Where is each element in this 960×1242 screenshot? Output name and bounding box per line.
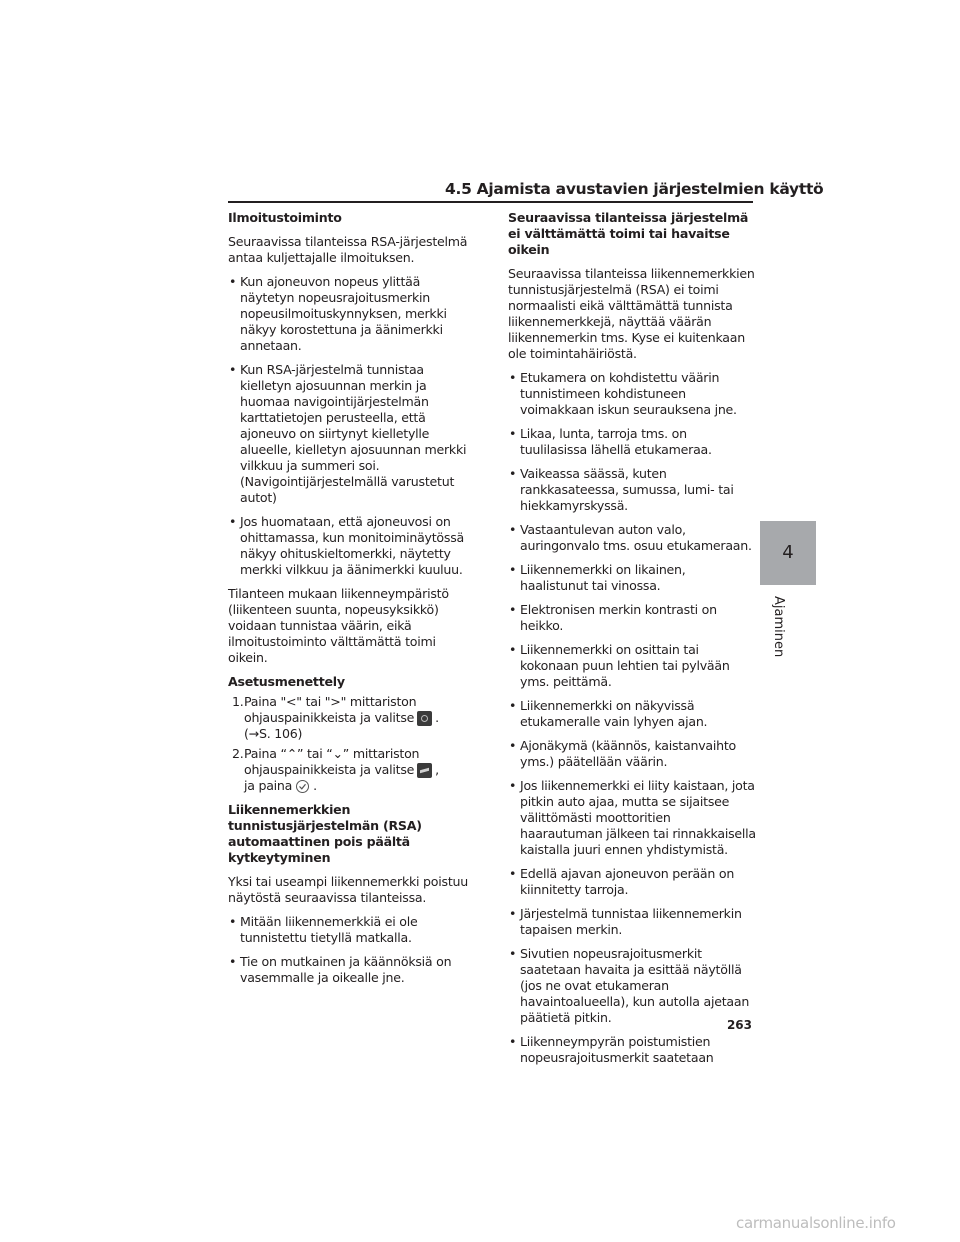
step-1 xyxy=(228,694,478,742)
list-item: • Vastaantulevan auton valo, auringonvalo tms. osuu etukameraan. xyxy=(508,522,756,554)
list-item: • Liikenneympyrän poistumistien nopeusrajoitusmerkit saatetaan xyxy=(508,1034,756,1066)
settings-gear-icon xyxy=(417,711,432,726)
bullet-list xyxy=(508,370,756,1066)
list-item: • Liikennemerkki on näkyvissä etukameralle vain lyhyen ajan. xyxy=(508,698,756,730)
step-text: , xyxy=(435,762,439,777)
list-item: • Jos liikennemerkki ei liity kaistaan, jota pitkin auto ajaa, mutta se sijaitsee välittömästi moottoritien haarautuman jälkeen tai rinnakkaisella kaistalla juuri ennen yhdistymistä. xyxy=(508,778,756,858)
chapter-number: 4 xyxy=(782,542,794,563)
list-item: • Etukamera on kohdistettu väärin tunnistimeen kohdistuneen voimakkaan iskun seurauksena jne. xyxy=(508,370,756,418)
page-reference: (→S. 106) xyxy=(244,726,303,741)
list-item: • Vaikeassa säässä, kuten rankkasateessa, sumussa, lumi- tai hiekkamyrskyssä. xyxy=(508,466,756,514)
list-item: • Jos huomataan, että ajoneuvosi on ohittamassa, kun monitoiminäytössä näkyy ohituskieltomerkki, näytetty merkki vilkkuu ja äänimerkki kuuluu. xyxy=(228,514,478,578)
step-text: Paina "<" tai ">" mittariston ohjauspainikkeista ja valitse xyxy=(244,694,417,725)
list-item: • Mitään liikennemerkkiä ei ole tunnistettu tietyllä matkalla. xyxy=(228,914,478,946)
list-item: • Liikennemerkki on likainen, haalistunut tai vinossa. xyxy=(508,562,756,594)
bullet-list xyxy=(228,274,478,578)
list-item: • Järjestelmä tunnistaa liikennemerkin tapaisen merkin. xyxy=(508,906,756,938)
heading-setting-procedure: Asetusmenettely xyxy=(228,674,345,689)
list-item: • Kun ajoneuvon nopeus ylittää näytetyn nopeusrajoitusmerkin nopeusilmoituskynnyksen, merkki näkyy korostettuna ja äänimerkki annetaan. xyxy=(228,274,478,354)
list-item: • Sivutien nopeusrajoitusmerkit saatetaan havaita ja esittää näytöllä (jos ne ovat etukameran havaintoalueella), kun autolla ajetaan päätietä pitkin. xyxy=(508,946,756,1026)
page-number: 263 xyxy=(726,1018,752,1032)
list-item: • Ajonäkymä (käännös, kaistanvaihto yms.) päätellään väärin. xyxy=(508,738,756,770)
header-divider xyxy=(228,201,753,203)
chapter-label xyxy=(770,596,786,656)
left-column xyxy=(228,210,478,994)
heading-limitations: Seuraavissa tilanteissa järjestelmä ei välttämättä toimi tai havaitse oikein xyxy=(508,210,749,257)
section-title: 4.5 Ajamista avustavien järjestelmien käyttö xyxy=(445,180,824,198)
step-2 xyxy=(228,746,478,794)
chapter-label-text: Ajaminen xyxy=(771,596,786,658)
list-item: • Elektronisen merkin kontrasti on heikko. xyxy=(508,602,756,634)
list-item: • Tie on mutkainen ja käännöksiä on vasemmalle ja oikealle jne. xyxy=(228,954,478,986)
step-text: . xyxy=(313,778,317,793)
list-item: • Kun RSA-järjestelmä tunnistaa kielletyn ajosuunnan merkin ja huomaa navigointijärjestelmän karttatietojen perusteella, että ajoneuvo on siirtynyt kielletylle alueelle, kielletyn ajosuunnan merkki vilkkuu ja summeri soi. (Navigointijärjestelmällä varustetut autot) xyxy=(228,362,478,506)
step-text: ja paina xyxy=(244,778,293,793)
steps-list xyxy=(228,694,478,794)
ok-confirm-icon xyxy=(295,779,310,794)
heading-notification-function: Ilmoitustoiminto xyxy=(228,210,342,225)
watermark: carmanualsonline.info xyxy=(736,1214,896,1232)
right-column xyxy=(508,210,756,1074)
heading-rsa-auto-off: Liikennemerkkien tunnistusjärjestelmän (RSA) automaattinen pois päältä kytkeytyminen xyxy=(228,802,422,865)
list-item: • Edellä ajavan ajoneuvon perään on kiinnitetty tarroja. xyxy=(508,866,756,898)
bullet-list xyxy=(228,914,478,986)
paragraph: Yksi tai useampi liikennemerkki poistuu näytöstä seuraavissa tilanteissa. xyxy=(228,874,468,905)
step-text: . xyxy=(435,710,439,725)
paragraph: Seuraavissa tilanteissa liikennemerkkien tunnistusjärjestelmä (RSA) ei toimi normaalisti eikä välttämättä tunnista liikennemerkkejä, näyttää väärän liikennemerkin tms. Kyse ei kuitenkaan ole toimintahäiriöstä. xyxy=(508,266,755,361)
paragraph: Tilanteen mukaan liikenneympäristö (liikenteen suunta, nopeusyksikkö) voidaan tunnistaa väärin, eikä ilmoitustoiminto välttämättä toimi oikein. xyxy=(228,586,449,665)
list-item: • Liikennemerkki on osittain tai kokonaan puun lehtien tai pylvään yms. peittämä. xyxy=(508,642,756,690)
step-text: Paina “⌃” tai “⌄” mittariston ohjauspainikkeista ja valitse xyxy=(244,746,420,777)
list-item: • Likaa, lunta, tarroja tms. on tuulilasissa lähellä etukameraa. xyxy=(508,426,756,458)
traffic-sign-icon xyxy=(417,763,432,778)
paragraph: Seuraavissa tilanteissa RSA-järjestelmä antaa kuljettajalle ilmoituksen. xyxy=(228,234,468,265)
